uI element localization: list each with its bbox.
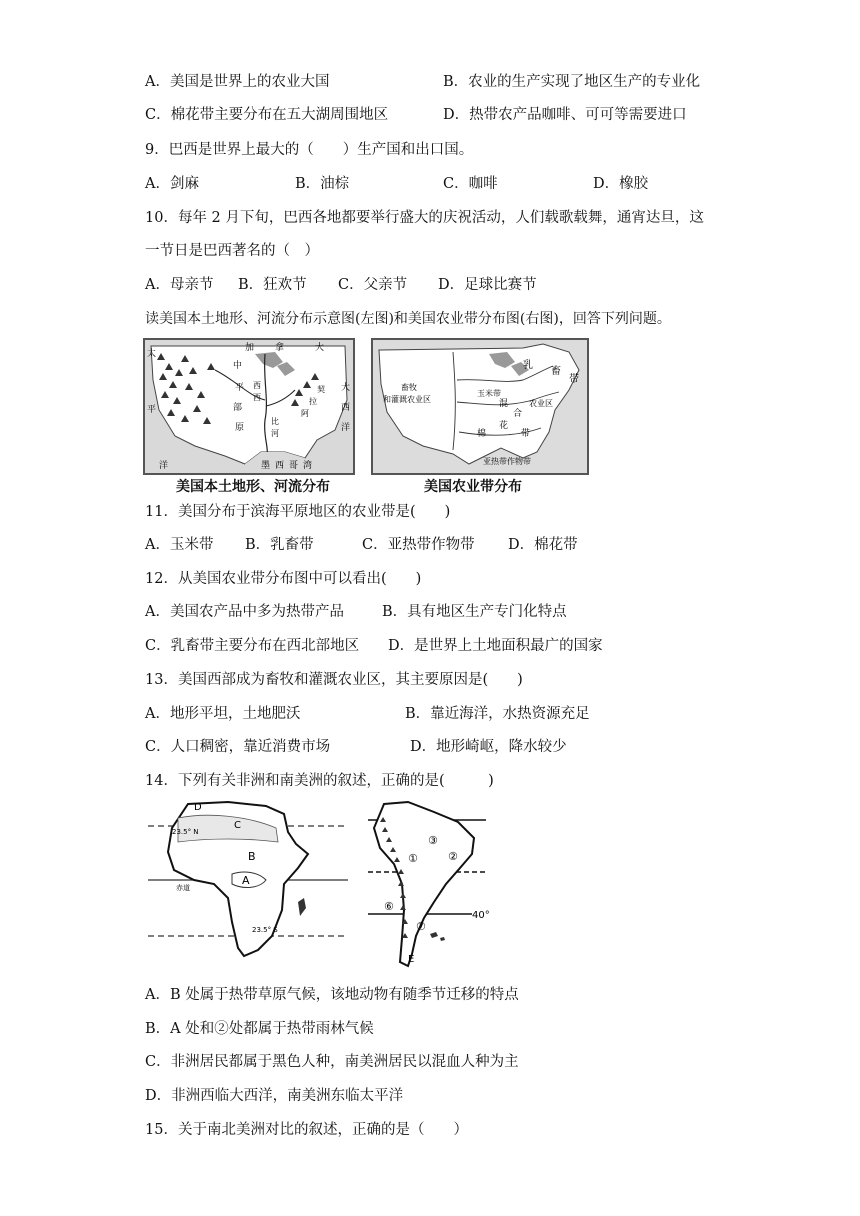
q10-option-b: B．狂欢节 [238, 277, 307, 293]
sa-label-2: ② [448, 850, 458, 863]
map-left-label-xi2: 西 [275, 461, 285, 471]
q11-option-a: A．玉米带 [145, 537, 214, 553]
africa-label-d: D [194, 802, 202, 813]
sa-label-40: 40° [472, 910, 490, 921]
map-right-label-mian: 棉 [477, 429, 487, 439]
us-terrain-map-graphic [145, 340, 353, 473]
q8-option-a: A．美国是世界上的农业大国 [145, 74, 330, 90]
map-right-label-ru: 乳 [523, 360, 533, 371]
q13-option-d: D．地形崎岖，降水较少 [410, 739, 567, 755]
q13-stem: 13．美国西部成为畜牧和灌溉农业区，其主要原因是( ) [145, 672, 523, 688]
us-terrain-map-caption: 美国本土地形、河流分布 [176, 479, 330, 495]
map-right-label-yare: 亚热带作物带 [483, 457, 531, 466]
sa-label-1: ① [408, 852, 418, 865]
map-left-label-zhong: 中 [233, 361, 243, 371]
map-left-label-bi: 比 [271, 417, 279, 426]
us-agriculture-map-caption: 美国农业带分布 [424, 479, 522, 495]
maps-intro: 读美国本土地形、河流分布示意图(左图)和美国农业带分布图(右图)，回答下列问题。 [145, 311, 671, 327]
q12-option-a: A．美国农产品中多为热带产品 [145, 604, 344, 620]
map-left-label-wan: 湾 [303, 461, 313, 471]
q12-option-d: D．是世界上土地面积最广的国家 [388, 638, 603, 654]
map-left-label-xi: 西 [341, 403, 351, 413]
map-left-label-yuan: 原 [235, 423, 245, 433]
map-left-label-la: 拉 [309, 397, 317, 406]
q14-option-b: B．A 处和②处都属于热带雨林气候 [145, 1021, 374, 1037]
map-right-label-xu: 畜 [551, 366, 561, 377]
q10-option-c: C．父亲节 [338, 277, 408, 293]
q14-option-a: A．B 处属于热带草原气候，该地动物有随季节迁移的特点 [145, 987, 519, 1003]
q12-option-c: C．乳畜带主要分布在西北部地区 [145, 638, 360, 654]
map-right-label-nongyequ: 农业区 [529, 399, 553, 408]
map-left-label-ge: 哥 [289, 461, 299, 471]
africa-label-c: C [234, 820, 241, 831]
map-left-label-he: 河 [271, 429, 279, 438]
south-america-map [368, 798, 498, 973]
map-left-label-mo: 墨 [261, 461, 271, 471]
sa-label-3: ③ [428, 834, 438, 847]
map-right-label-dai: 带 [569, 374, 579, 385]
q13-option-b: B．靠近海洋，水热资源充足 [405, 706, 590, 722]
map-left-label-ja: 加 [245, 343, 255, 353]
africa-label-equator: 赤道 [176, 884, 190, 892]
sa-label-e: E [408, 954, 415, 965]
map-left-label-yang2: 洋 [341, 423, 351, 433]
q14-option-c: C．非洲居民都属于黑色人种，南美洲居民以混血人种为主 [145, 1054, 519, 1070]
africa-label-a: A [242, 874, 250, 887]
q9-option-c: C．咖啡 [443, 176, 498, 192]
q8-option-c: C．棉花带主要分布在五大湖周围地区 [145, 107, 389, 123]
map-right-label-guangai: 和灌溉农业区 [383, 395, 431, 404]
q12-stem: 12．从美国农业带分布图中可以看出( ) [145, 571, 422, 587]
map-left-label-na: 拿 [275, 343, 285, 353]
map-left-label-mi1: 西 [253, 381, 261, 390]
q11-stem: 11．美国分布于滨海平原地区的农业带是( ) [145, 504, 451, 520]
q8-option-d: D．热带农产品咖啡、可可等需要进口 [443, 107, 687, 123]
africa-label-235s: 23.5° S [252, 926, 278, 934]
q14-stem: 14．下列有关非洲和南美洲的叙述，正确的是( ) [145, 773, 494, 789]
q10-option-a: A．母亲节 [145, 277, 214, 293]
q10-option-d: D．足球比赛节 [438, 277, 537, 293]
q10-stem-line1: 10．每年 2 月下旬，巴西各地都要举行盛大的庆祝活动，人们载歌载舞，通宵达旦，这 [145, 210, 704, 226]
q9-option-a: A．剑麻 [145, 176, 199, 192]
q11-option-d: D．棉花带 [508, 537, 578, 553]
map-right-label-hua: 花 [499, 421, 509, 431]
q11-option-c: C．亚热带作物带 [362, 537, 475, 553]
map-right-label-yumidai: 玉米带 [477, 389, 501, 398]
africa-map [148, 798, 348, 973]
map-right-label-he: 合 [513, 409, 523, 419]
map-left-label-qi: 契 [317, 385, 325, 394]
map-right-label-dai2: 带 [521, 429, 531, 439]
q13-option-a: A．地形平坦，土地肥沃 [145, 706, 301, 722]
map-left-label-yang: 洋 [159, 461, 169, 471]
africa-label-b: B [248, 850, 256, 863]
q13-option-c: C．人口稠密，靠近消费市场 [145, 739, 331, 755]
us-terrain-map [143, 338, 355, 475]
q14-option-d: D．非洲西临大西洋，南美洲东临太平洋 [145, 1088, 404, 1104]
africa-label-235n: 23.5° N [172, 828, 199, 836]
q12-option-b: B．具有地区生产专门化特点 [382, 604, 567, 620]
q9-stem: 9．巴西是世界上最大的（ ）生产国和出口国。 [145, 142, 474, 158]
q10-stem-line2: 一节日是巴西著名的（ ） [145, 243, 319, 259]
map-left-label-da2: 大 [341, 383, 351, 393]
map-left-label-da: 大 [315, 343, 325, 353]
q8-option-b: B．农业的生产实现了地区生产的专业化 [443, 74, 701, 90]
map-right-label-xumu: 畜牧 [401, 383, 417, 392]
map-left-label-ping2: 平 [235, 383, 245, 393]
map-left-label-a: 阿 [301, 409, 309, 418]
map-left-label-mi2: 西 [253, 393, 261, 402]
us-agriculture-map [371, 338, 589, 475]
q9-option-d: D．橡胶 [593, 176, 649, 192]
map-left-label-ping: 平 [147, 405, 157, 415]
us-agriculture-map-graphic [373, 340, 587, 473]
sa-label-6: ⑥ [384, 900, 394, 913]
q9-option-b: B．油棕 [295, 176, 350, 192]
q15-stem: 15．关于南北美洲对比的叙述，正确的是（ ） [145, 1122, 468, 1138]
q11-option-b: B．乳畜带 [245, 537, 314, 553]
map-left-label-bu: 部 [233, 403, 243, 413]
map-left-label-tai: 太 [147, 349, 157, 359]
sa-label-7: ⑦ [416, 920, 426, 933]
map-right-label-hun: 混 [499, 399, 509, 409]
